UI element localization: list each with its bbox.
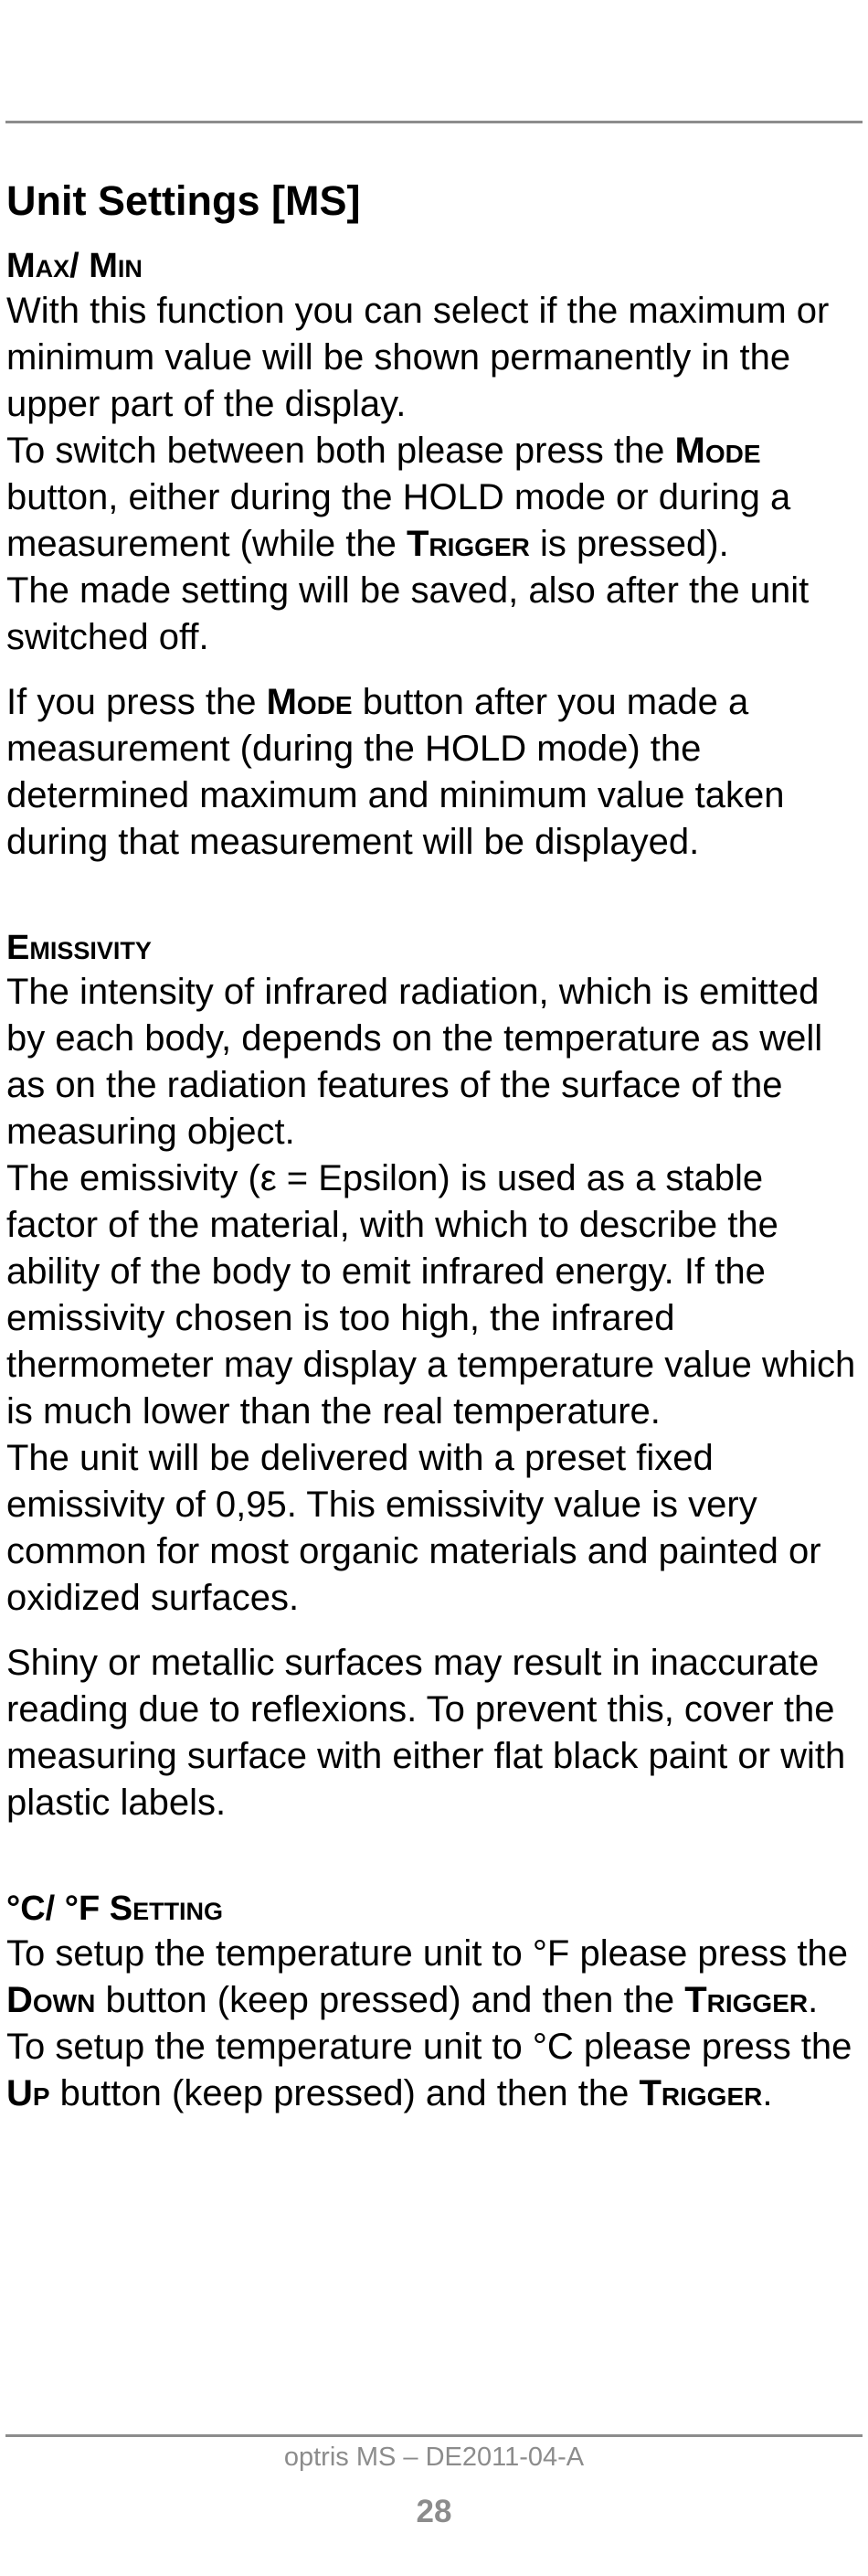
mode-button-term: Mode — [266, 681, 353, 722]
emissivity-section — [6, 928, 862, 1827]
text-run: . — [808, 1979, 819, 2020]
trigger-term: Trigger — [684, 1979, 809, 2020]
page-content — [6, 176, 862, 2117]
text-run: button (keep pressed) and then the — [95, 1979, 685, 2020]
text-run: is pressed). — [529, 523, 729, 564]
max-min-section — [6, 246, 862, 866]
text-run: To setup the temperature unit to °C please press the — [6, 2026, 852, 2067]
text-run: If you press the — [6, 681, 267, 722]
mode-button-term: Mode — [674, 430, 761, 471]
unit-setting-paragraph-2 — [6, 2024, 862, 2117]
down-button-term: Down — [6, 1979, 96, 2020]
unit-setting-heading: °C/ °F Setting — [6, 1889, 224, 1929]
unit-setting-section — [6, 1889, 862, 2117]
footer-document-id: optris MS – DE2011-04-A — [283, 2443, 585, 2472]
max-min-heading: Max/ Min — [6, 247, 143, 285]
emissivity-heading: Emissivity — [6, 928, 152, 967]
max-min-paragraph-2 — [6, 428, 862, 568]
trigger-term: Trigger — [639, 2072, 763, 2113]
emissivity-paragraph-4: Shiny or metallic surfaces may result in inaccurate reading due to reflexions. To prevent this, cover the measuring surface with either flat black paint or with plastic labels. — [6, 1643, 846, 1824]
page-title: Unit Settings [MS] — [6, 177, 361, 224]
text-run: button (keep pressed) and then the — [49, 2072, 640, 2113]
text-run: To setup the temperature unit to °F please press the — [6, 1932, 848, 1974]
unit-setting-paragraph-1 — [6, 1931, 862, 2024]
emissivity-paragraph-2: The emissivity (ε = Epsilon) is used as a stable factor of the material, with which to describe the ability of the body to emit infrared energy. If the emissivity chosen is too high, the infrared thermometer may display a temperature value which is much lower than the real temperature. — [6, 1158, 856, 1432]
header-rule — [5, 121, 863, 123]
emissivity-paragraph-3: The unit will be delivered with a preset fixed emissivity of 0,95. This emissivity value is very common for most organic materials and painted or oxidized surfaces. — [6, 1438, 821, 1619]
emissivity-paragraph-1: The intensity of infrared radiation, which is emitted by each body, depends on the temperature as well as on the radiation features of the surface of the measuring object. — [6, 972, 823, 1153]
page-number: 28 — [416, 2494, 452, 2529]
max-min-paragraph-1: With this function you can select if the maximum or minimum value will be shown permanently in the upper part of the display. — [6, 290, 830, 424]
trigger-term: Trigger — [406, 523, 530, 564]
text-run: . — [762, 2072, 773, 2113]
text-run: button, either during the HOLD mode or during a measurement (while the — [6, 476, 791, 564]
text-run: To switch between both please press the — [6, 430, 675, 471]
text-run: button after you made a measurement (during the HOLD mode) the determined maximum and minimum value taken during that measurement will be displayed. — [6, 681, 785, 862]
up-button-term: Up — [6, 2072, 50, 2113]
max-min-paragraph-4 — [6, 679, 862, 866]
max-min-paragraph-3: The made setting will be saved, also after the unit switched off. — [6, 569, 810, 657]
